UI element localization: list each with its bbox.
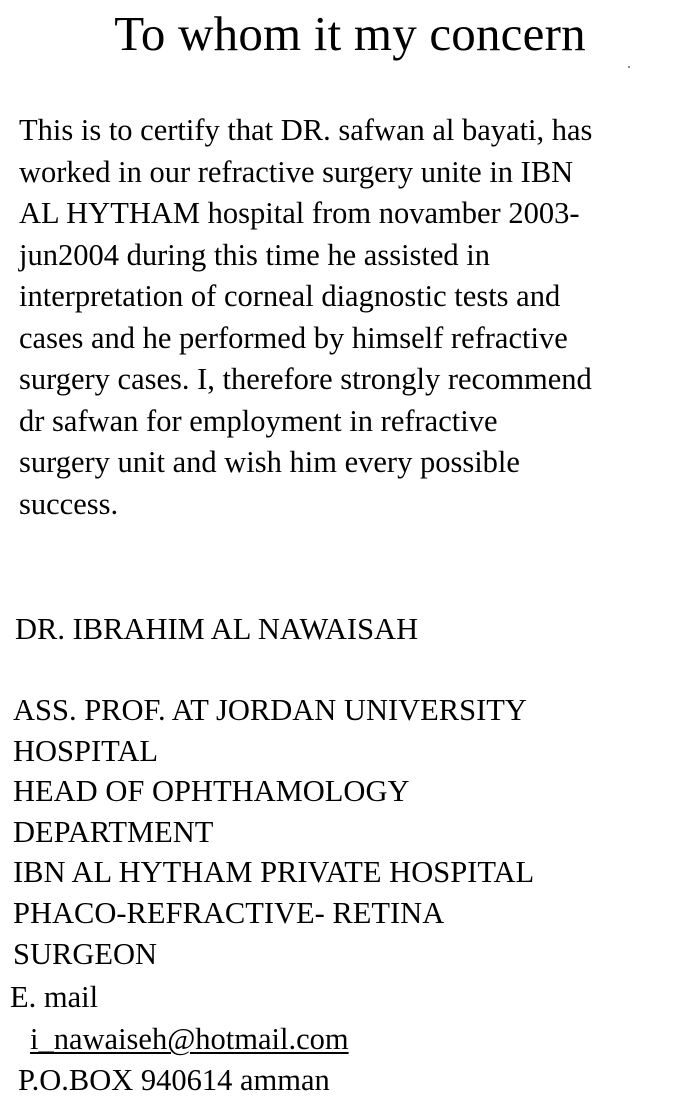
email-label: E. mail <box>10 980 99 1014</box>
credential-line: IBN AL HYTHAM PRIVATE HOSPITAL <box>13 855 535 890</box>
email-address: i_nawaiseh@hotmail.com <box>30 1022 349 1056</box>
body-line: cases and he performed by himself refractive <box>19 320 568 355</box>
credential-line: SURGEON <box>13 936 158 971</box>
credential-line: DEPARTMENT <box>13 814 214 849</box>
body-line: success. <box>19 486 119 521</box>
body-line: surgery unit and wish him every possible <box>19 445 520 479</box>
body-line: dr safwan for employment in refractive <box>19 403 498 438</box>
body-line: jun2004 during this time he assisted in <box>19 237 491 272</box>
signatory-name: DR. IBRAHIM AL NAWAISAH <box>15 612 419 646</box>
body-line: surgery cases. I, therefore strongly recommend <box>19 362 592 396</box>
credential-line: HEAD OF OPHTHAMOLOGY <box>13 774 410 809</box>
signatory-credentials <box>13 690 534 974</box>
body-line: interpretation of corneal diagnostic tests and <box>19 279 561 313</box>
letter-body <box>19 110 695 525</box>
body-line: This is to certify that DR. safwan al bayati, has <box>19 113 593 147</box>
body-line: worked in our refractive surgery unite in IBN <box>19 154 574 189</box>
scan-speck <box>628 66 630 68</box>
credential-line: PHACO-REFRACTIVE- RETINA <box>13 895 445 930</box>
po-box: P.O.BOX 940614 amman <box>18 1063 330 1097</box>
credential-line: ASS. PROF. AT JORDAN UNIVERSITY <box>13 693 527 727</box>
letter-title: To whom it my concern <box>114 6 586 61</box>
credential-line: HOSPITAL <box>13 733 158 768</box>
body-line: AL HYTHAM hospital from novamber 2003- <box>19 196 580 230</box>
